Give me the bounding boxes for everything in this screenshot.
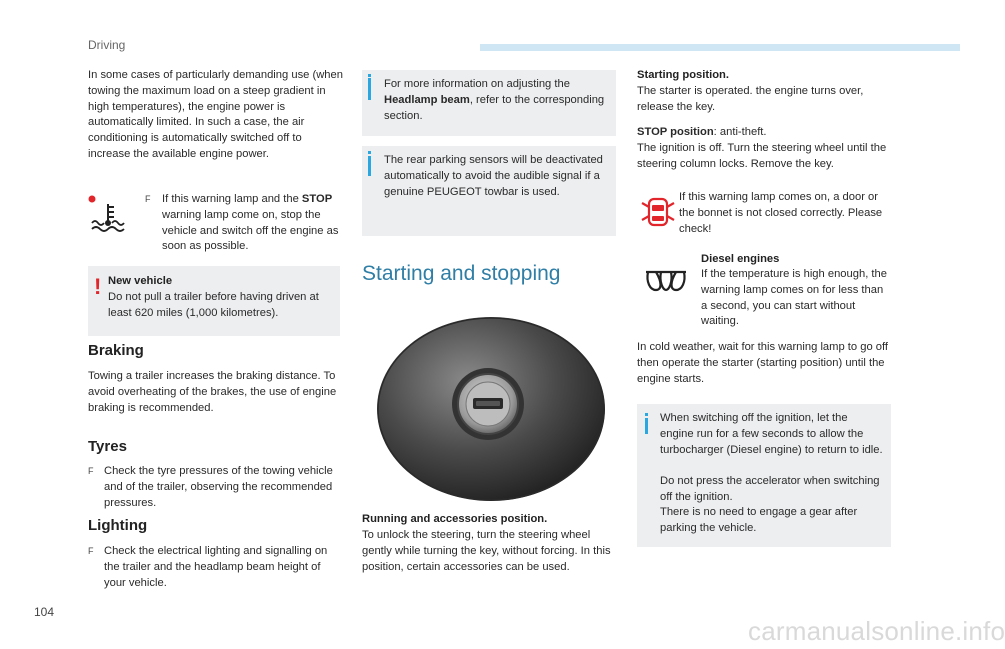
parking-sensor-text: The rear parking sensors will be deactivated automatically to avoid the audible signal if a genuine PEUGEOT towbar is used.	[384, 154, 603, 198]
intro-paragraph: In some cases of particularly demanding use (when towing the maximum load on a steep gradient in high temperatures), the engine power is automatically limited. In such a case, the air conditioning is automatically switched off to increase the available engine power.	[88, 69, 343, 160]
stop-position-line	[637, 125, 893, 141]
info-icon	[645, 418, 648, 434]
starting-text: The starter is operated. the engine turns over, release the key.	[637, 85, 864, 113]
new-vehicle-title: New vehicle	[108, 275, 173, 287]
headlamp-info-text	[384, 77, 610, 124]
tyres-bullet: F	[88, 466, 94, 476]
braking-heading: Braking	[88, 342, 144, 359]
coolant-temperature-icon	[88, 196, 128, 236]
tyres-text: Check the tyre pressures of the towing vehicle and of the trailer, observing the recommended pressures.	[104, 465, 333, 509]
starting-title: Starting position.	[637, 69, 729, 81]
info-icon-dot	[368, 74, 371, 77]
door-open-icon	[640, 194, 676, 230]
door-warning-text: If this warning lamp comes on, a door or the bonnet is not closed correctly. Please check!	[679, 191, 883, 235]
ignition-off-text-1: When switching off the ignition, let the engine run for a few seconds to allow the turbocharger (Diesel engine) to return to idle.	[660, 412, 883, 456]
diesel-title: Diesel engines	[701, 253, 780, 265]
headlamp-info-bold: Headlamp beam	[384, 93, 470, 106]
info-icon-dot	[645, 413, 648, 416]
new-vehicle-text: Do not pull a trailer before having driven at least 620 miles (1,000 kilometres).	[108, 291, 319, 319]
headlamp-info-post: , refer to the corresponding section.	[384, 93, 605, 122]
header-section-label: Driving	[88, 38, 126, 52]
page-number: 104	[34, 605, 55, 619]
braking-text: Towing a trailer increases the braking distance. To avoid overheating of the brakes, the use of engine braking is recommended.	[88, 370, 337, 414]
coolant-warning-stop: STOP	[301, 193, 333, 205]
lighting-heading: Lighting	[88, 517, 148, 534]
lighting-bullet: F	[88, 546, 94, 556]
exclamation-icon: !	[94, 274, 102, 299]
stop-position-bold: STOP position	[637, 126, 714, 138]
coolant-warning-pre: If this warning lamp and the	[162, 193, 302, 205]
stop-position-text: The ignition is off. Turn the steering wheel until the steering column locks. Remove the key.	[637, 142, 887, 170]
running-text: To unlock the steering, turn the steering wheel gently while turning the key, without forcing. In this position, certain accessories can be used.	[362, 529, 611, 573]
ignition-off-text-3: There is no need to engage a gear after parking the vehicle.	[660, 506, 858, 534]
info-icon	[368, 78, 371, 100]
header-bar	[480, 44, 960, 51]
preheating-glow-plug-icon	[644, 268, 688, 294]
tyres-heading: Tyres	[88, 438, 127, 455]
ignition-switch-image	[376, 316, 606, 502]
info-icon	[368, 156, 371, 176]
diesel-text: If the temperature is high enough, the warning lamp comes on for less than a second, you can start without waiting.	[701, 268, 887, 328]
warning-bullet: F	[145, 194, 151, 204]
ignition-off-text-2: Do not press the accelerator when switching off the ignition.	[660, 475, 880, 503]
coolant-warning-text	[162, 192, 340, 255]
watermark: carmanualsonline.info	[748, 616, 1005, 646]
starting-stopping-heading: Starting and stopping	[362, 262, 561, 285]
running-title: Running and accessories position.	[362, 513, 548, 525]
cold-weather-text: In cold weather, wait for this warning lamp to go off then operate the starter (starting position) until the engine starts.	[637, 341, 889, 385]
headlamp-info-pre: For more information on adjusting the	[384, 78, 570, 90]
lighting-text: Check the electrical lighting and signalling on the trailer and the headlamp beam height of your vehicle.	[104, 545, 328, 589]
stop-position-rest: : anti-theft.	[713, 126, 767, 138]
coolant-warning-post: warning lamp come on, stop the vehicle and switch off the engine as soon as possible.	[162, 208, 339, 253]
info-icon-dot	[368, 151, 371, 154]
